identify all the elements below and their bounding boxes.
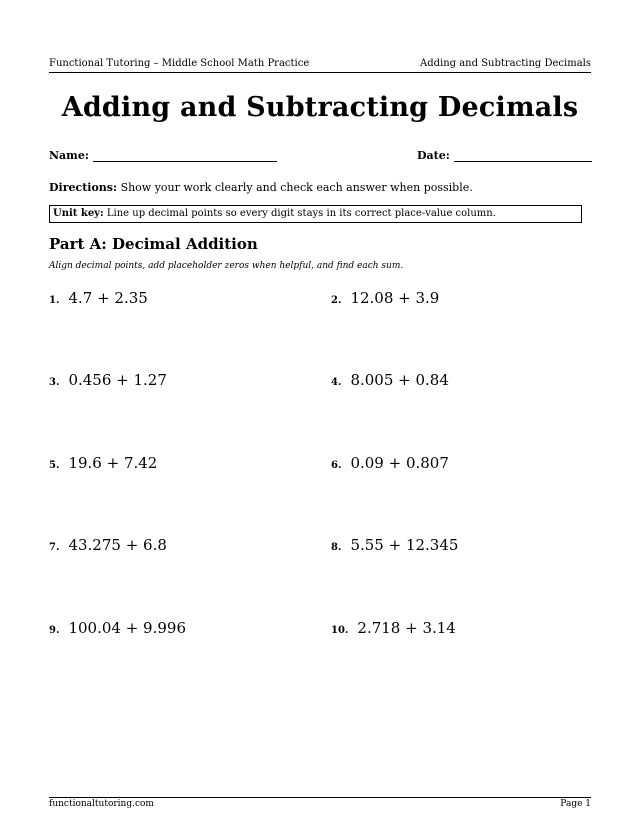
problem-number: 4. — [331, 377, 342, 388]
name-field — [49, 149, 277, 162]
unit-key-text: Line up decimal points so every digit stays in its correct place-value column. — [106, 208, 496, 219]
header-left: Functional Tutoring – Middle School Math Practice — [49, 58, 310, 69]
footer-site: functionaltutoring.com — [49, 799, 154, 809]
problem-number: 8. — [331, 542, 342, 553]
problem-item — [331, 619, 456, 637]
problem-expression: 4.7 + 2.35 — [68, 289, 148, 307]
footer-rule — [49, 797, 591, 798]
problem-expression: 43.275 + 6.8 — [68, 536, 167, 554]
problem-expression: 2.718 + 3.14 — [357, 619, 456, 637]
problem-expression: 100.04 + 9.996 — [68, 619, 186, 637]
page-number: Page 1 — [560, 799, 591, 809]
directions-label: Directions: — [49, 181, 118, 194]
header-right: Adding and Subtracting Decimals — [419, 58, 591, 69]
problem-number: 2. — [331, 295, 342, 306]
problem-number: 7. — [49, 542, 60, 553]
part-a-title: Part A: Decimal Addition — [49, 235, 258, 253]
problem-item — [331, 371, 449, 389]
problem-item — [49, 619, 186, 637]
problem-item — [331, 454, 449, 472]
problem-number: 9. — [49, 625, 60, 636]
date-label: Date: — [417, 149, 450, 162]
unit-key-box — [49, 205, 582, 223]
problem-number: 6. — [331, 460, 342, 471]
problem-number: 1. — [49, 295, 60, 306]
unit-key-label: Unit key: — [53, 208, 104, 219]
problem-expression: 8.005 + 0.84 — [350, 371, 449, 389]
problem-item — [331, 536, 458, 554]
date-line — [454, 150, 592, 162]
part-a-subtitle: Align decimal points, add placeholder zeros when helpful, and find each sum. — [49, 261, 404, 271]
running-header — [49, 58, 591, 69]
problem-item — [49, 454, 157, 472]
problem-number: 5. — [49, 460, 60, 471]
problem-expression: 0.09 + 0.807 — [350, 454, 449, 472]
problem-number: 10. — [331, 625, 349, 636]
directions — [49, 181, 473, 194]
problem-item — [49, 289, 148, 307]
name-line — [93, 150, 277, 162]
problem-expression: 12.08 + 3.9 — [350, 289, 440, 307]
problem-item — [331, 289, 439, 307]
directions-text: Show your work clearly and check each answer when possible. — [120, 181, 473, 194]
problem-item — [49, 371, 167, 389]
page-title: Adding and Subtracting Decimals — [61, 92, 579, 123]
problem-expression: 0.456 + 1.27 — [68, 371, 167, 389]
problem-number: 3. — [49, 377, 60, 388]
date-field — [417, 149, 592, 162]
running-footer — [49, 799, 591, 809]
name-label: Name: — [49, 149, 89, 162]
problem-item — [49, 536, 167, 554]
problem-expression: 19.6 + 7.42 — [68, 454, 158, 472]
header-rule — [49, 72, 591, 73]
problem-expression: 5.55 + 12.345 — [350, 536, 459, 554]
